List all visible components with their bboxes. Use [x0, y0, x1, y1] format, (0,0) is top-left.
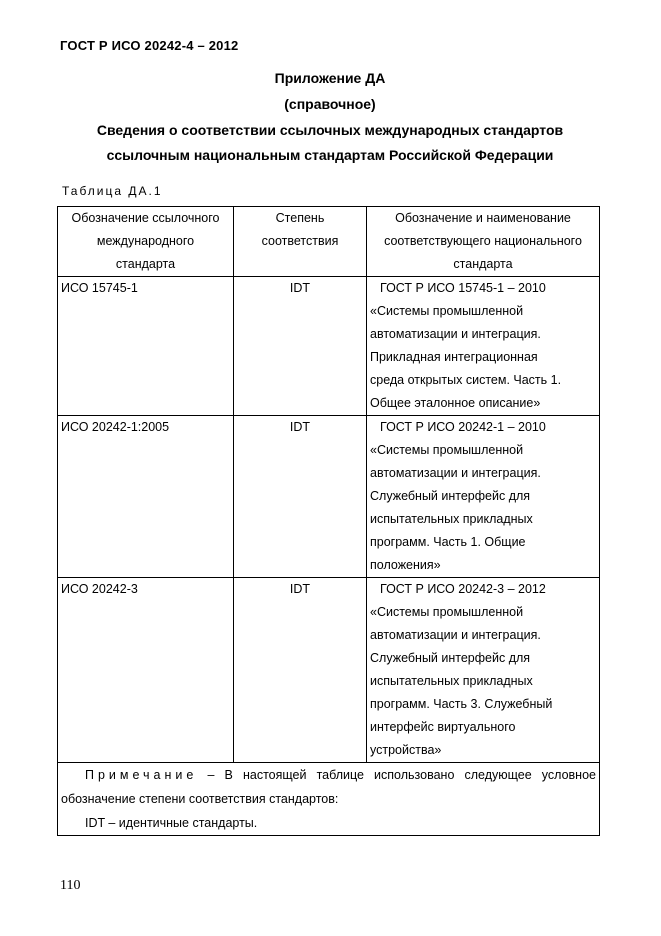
- national-standard-line: интерфейс виртуального: [370, 720, 516, 734]
- national-standard-line: автоматизации и интеграция.: [370, 327, 541, 341]
- national-standard-line: «Системы промышленной: [370, 304, 524, 318]
- national-standard-line: ГОСТ Р ИСО 20242-1 – 2010: [380, 420, 546, 434]
- table-header-row: [58, 207, 600, 277]
- table-row: [58, 277, 600, 416]
- header-text: Обозначение ссылочного: [71, 211, 220, 225]
- national-standard-line: «Системы промышленной: [370, 605, 524, 619]
- note-label: Примечание: [85, 768, 198, 782]
- degree-cell: IDT: [234, 578, 367, 763]
- national-standard-line: ГОСТ Р ИСО 15745-1 – 2010: [380, 281, 546, 295]
- table-row: [58, 416, 600, 578]
- ref-standard-cell: ИСО 20242-3: [58, 578, 234, 763]
- header-national-standard: [367, 207, 600, 277]
- correspondence-table: [57, 206, 600, 836]
- table-note: [58, 763, 600, 836]
- note-line-1: [61, 763, 596, 787]
- ref-standard-cell: ИСО 20242-1:2005: [58, 416, 234, 578]
- header-text: соответствия: [261, 234, 339, 248]
- header-text: международного: [96, 234, 195, 248]
- ref-standard-cell: ИСО 15745-1: [58, 277, 234, 416]
- table-caption: Таблица ДА.1: [62, 184, 163, 198]
- appendix-title: Приложение ДА: [274, 70, 386, 86]
- header-degree: [234, 207, 367, 277]
- national-standard-cell: [367, 277, 600, 416]
- header-text: стандарта: [115, 257, 176, 271]
- national-standard-line: ГОСТ Р ИСО 20242-3 – 2012: [380, 582, 546, 596]
- appendix-heading-line2: ссылочным национальным стандартам Российской Федерации: [106, 147, 554, 163]
- national-standard-line: испытательных прикладных: [370, 674, 533, 688]
- header-ref-standard: [58, 207, 234, 277]
- national-standard-line: Служебный интерфейс для: [370, 489, 531, 503]
- national-standard-line: Служебный интерфейс для: [370, 651, 531, 665]
- appendix-heading-line1: Сведения о соответствии ссылочных международных стандартов: [96, 122, 564, 138]
- document-code: ГОСТ Р ИСО 20242-4 – 2012: [60, 38, 239, 53]
- header-text: Обозначение и наименование: [395, 211, 571, 225]
- national-standard-line: «Системы промышленной: [370, 443, 524, 457]
- national-standard-cell: [367, 578, 600, 763]
- page-number: 110: [60, 878, 81, 893]
- national-standard-line: устройства»: [370, 743, 442, 757]
- national-standard-line: программ. Часть 1. Общие: [370, 535, 526, 549]
- national-standard-line: автоматизации и интеграция.: [370, 466, 541, 480]
- degree-cell: IDT: [234, 277, 367, 416]
- note-line-3: IDT – идентичные стандарты.: [85, 816, 258, 830]
- note-line-2: обозначение степени соответствия стандартов:: [61, 792, 339, 806]
- national-standard-line: Прикладная интеграционная: [370, 350, 538, 364]
- degree-cell: IDT: [234, 416, 367, 578]
- table-note-row: [58, 763, 600, 836]
- national-standard-line: автоматизации и интеграция.: [370, 628, 541, 642]
- national-standard-line: положения»: [370, 558, 441, 572]
- national-standard-line: Общее эталонное описание»: [370, 396, 541, 410]
- note-text: – В настоящей таблице использовано следующее условное: [207, 768, 596, 782]
- header-text: Степень: [275, 211, 325, 225]
- national-standard-cell: [367, 416, 600, 578]
- header-text: стандарта: [453, 257, 513, 271]
- national-standard-line: среда открытых систем. Часть 1.: [370, 373, 562, 387]
- national-standard-line: программ. Часть 3. Служебный: [370, 697, 553, 711]
- appendix-subtitle: (справочное): [284, 96, 376, 112]
- national-standard-line: испытательных прикладных: [370, 512, 533, 526]
- table-row: [58, 578, 600, 763]
- header-text: соответствующего национального: [384, 234, 582, 248]
